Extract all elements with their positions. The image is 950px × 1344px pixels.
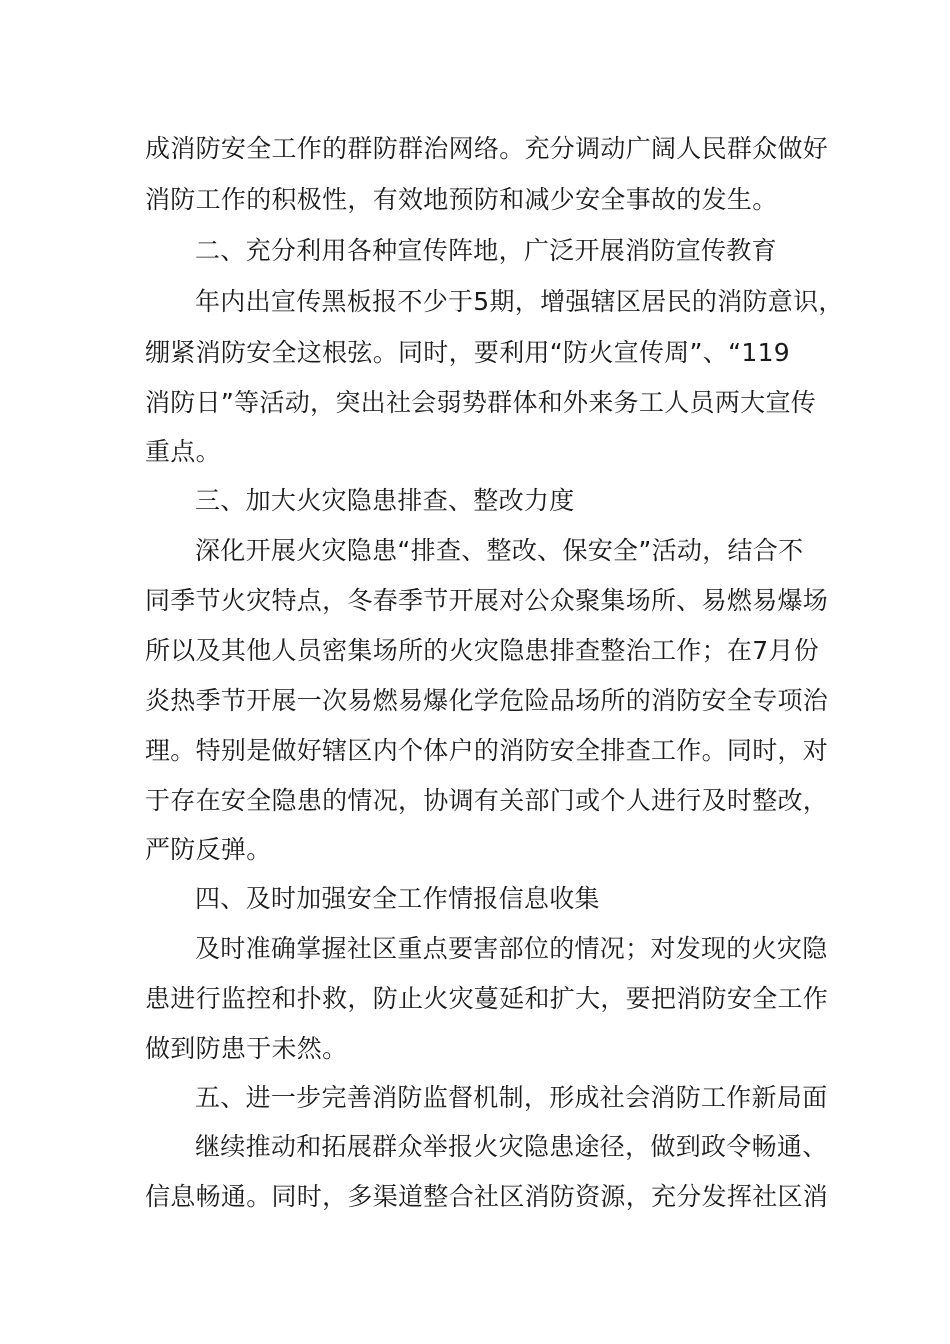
paragraph-line: 严防反弹。 xyxy=(145,835,272,864)
paragraph-line: 消防工作的积极性，有效地预防和减少安全事故的发生。 xyxy=(145,185,778,214)
paragraph-line: 绷紧消防安全这根弦。同时，要利用“防火宣传周”、“119 xyxy=(145,338,790,367)
paragraph-line: 年内出宣传黑板报不少于5期，增强辖区居民的消防意识， xyxy=(195,287,844,316)
paragraph-line: 所以及其他人员密集场所的火灾隐患排查整治工作；在7月份 xyxy=(145,636,820,665)
paragraph-line: 患进行监控和扑救，防止火灾蔓延和扩大，要把消防安全工作 xyxy=(145,984,829,1013)
section-heading: 二、充分利用各种宣传阵地，广泛开展消防宣传教育 xyxy=(195,236,777,265)
paragraph-line: 炎热季节开展一次易燃易爆化学危险品场所的消防安全专项治 xyxy=(145,686,829,715)
section-heading: 五、进一步完善消防监督机制，形成社会消防工作新局面 xyxy=(195,1083,828,1112)
paragraph-line: 消防日”等活动，突出社会弱势群体和外来务工人员两大宣传 xyxy=(145,388,817,417)
paragraph-line: 信息畅通。同时，多渠道整合社区消防资源，充分发挥社区消 xyxy=(145,1182,829,1211)
paragraph-line: 继续推动和拓展群众举报火灾隐患途径，做到政令畅通、 xyxy=(195,1132,828,1161)
paragraph-line: 同季节火灾特点，冬春季节开展对公众聚集场所、易燃易爆场 xyxy=(145,586,829,615)
paragraph-line: 于存在安全隐患的情况，协调有关部门或个人进行及时整改， xyxy=(145,786,829,815)
paragraph-line: 做到防患于未然。 xyxy=(145,1034,348,1063)
paragraph-line: 深化开展火灾隐患“排查、整改、保安全”活动，结合不 xyxy=(195,536,804,565)
section-heading: 三、加大火灾隐患排查、整改力度 xyxy=(195,486,575,515)
paragraph-line: 重点。 xyxy=(145,437,221,466)
paragraph-line: 成消防安全工作的群防群治网络。充分调动广阔人民群众做好 xyxy=(145,134,829,163)
paragraph-line: 及时准确掌握社区重点要害部位的情况；对发现的火灾隐 xyxy=(195,934,828,963)
paragraph-line: 理。特别是做好辖区内个体户的消防安全排查工作。同时，对 xyxy=(145,736,829,765)
section-heading: 四、及时加强安全工作情报信息收集 xyxy=(195,884,600,913)
